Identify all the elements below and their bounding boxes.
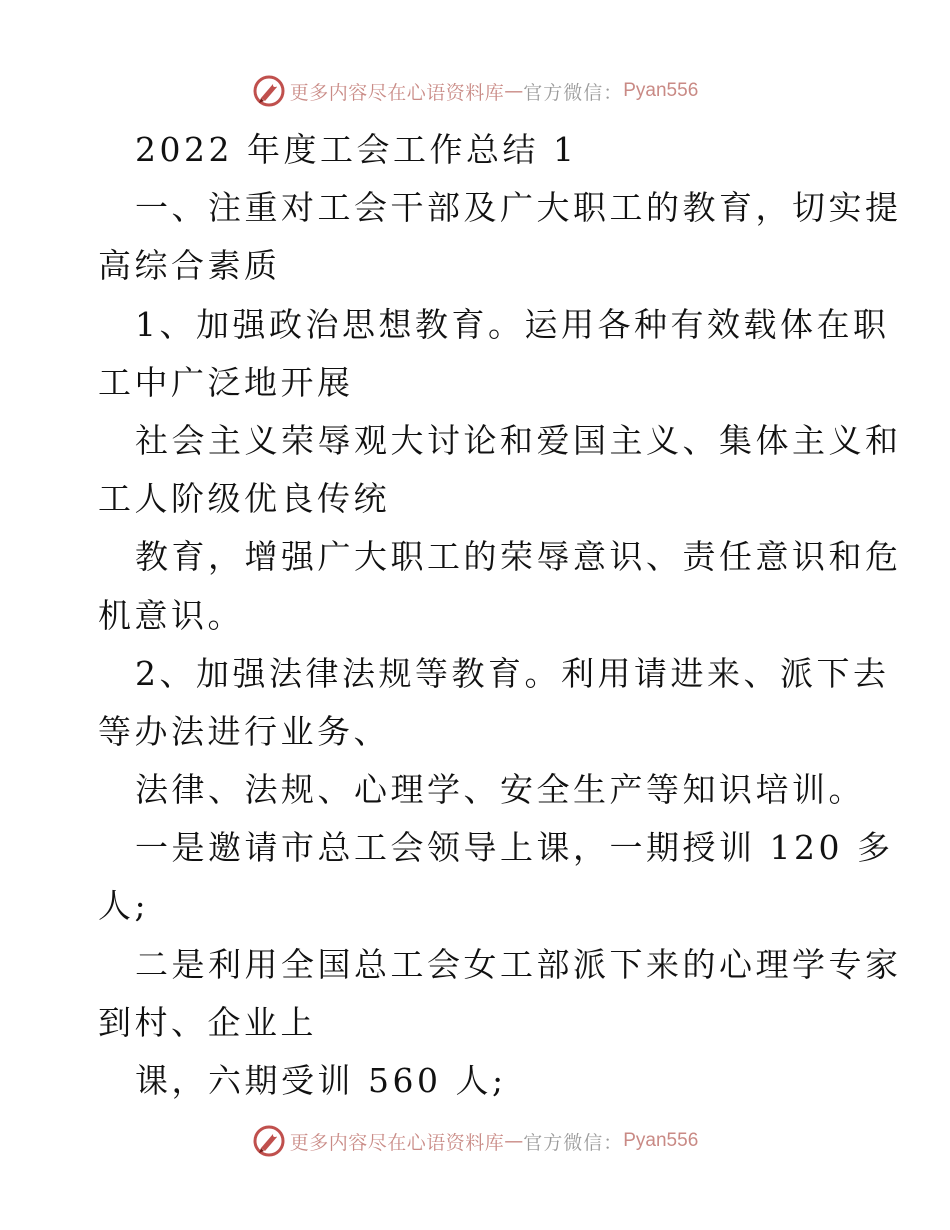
banner-wechat-label: 官方微信： xyxy=(523,1131,624,1154)
paragraph-line: 人; xyxy=(98,886,150,926)
banner-wechat-id: Pyan556 xyxy=(623,80,699,101)
pen-logo-icon xyxy=(252,74,286,108)
banner-title: 更多内容尽在心语资料库 xyxy=(289,1131,505,1154)
footer-banner xyxy=(0,1121,950,1161)
paragraph-line: 一、注重对工会干部及广大职工的教育，切实提 xyxy=(135,188,902,228)
paragraph-line: 1、加强政治思想教育。运用各种有效载体在职 xyxy=(135,304,890,344)
paragraph-line: 教育，增强广大职工的荣辱意识、责任意识和危 xyxy=(135,537,902,577)
banner-wechat-label: 官方微信： xyxy=(523,81,624,104)
paragraph-line: 等办法进行业务、 xyxy=(98,711,390,751)
banner-wechat-id: Pyan556 xyxy=(623,1130,699,1151)
paragraph-line: 到村、企业上 xyxy=(98,1002,317,1042)
document-body xyxy=(98,121,902,1110)
paragraph-line: 社会主义荣辱观大讨论和爱国主义、集体主义和 xyxy=(135,420,902,460)
banner-dash: — xyxy=(504,80,524,102)
paragraph-line: 机意识。 xyxy=(98,595,244,635)
paragraph-line: 2、加强法律法规等教育。利用请进来、派下去 xyxy=(135,653,890,693)
header-banner xyxy=(0,71,950,111)
pen-logo-icon xyxy=(252,1124,286,1158)
banner-title: 更多内容尽在心语资料库 xyxy=(289,81,505,104)
paragraph-line: 二是利用全国总工会女工部派下来的心理学专家 xyxy=(135,944,902,984)
paragraph-line: 高综合素质 xyxy=(98,246,281,286)
banner-dash: — xyxy=(504,1130,524,1152)
paragraph-line: 工中广泛地开展 xyxy=(98,362,354,402)
document-title: 2022 年度工会工作总结 1 xyxy=(135,130,578,169)
paragraph-line: 工人阶级优良传统 xyxy=(98,479,390,519)
paragraph-line: 课，六期受训 560 人; xyxy=(135,1061,507,1100)
paragraph-line: 一是邀请市总工会领导上课，一期授训 120 多 xyxy=(135,828,894,868)
paragraph-line: 法律、法规、心理学、安全生产等知识培训。 xyxy=(135,770,865,810)
